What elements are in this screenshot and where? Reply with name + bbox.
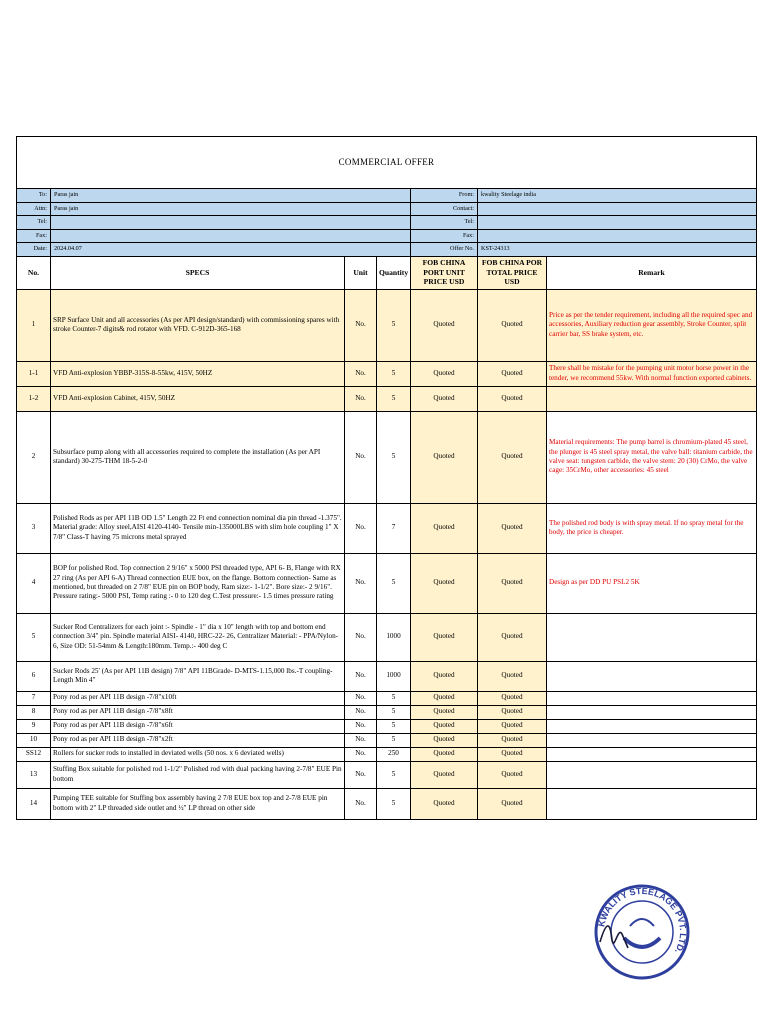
item-unit: No.	[345, 705, 377, 719]
item-remark: Design as per DD PU PSL2 5K	[547, 553, 757, 613]
col-header-no: No.	[17, 256, 51, 289]
item-no: 1	[17, 289, 51, 361]
item-quantity: 5	[377, 691, 411, 705]
item-quantity: 5	[377, 705, 411, 719]
item-unit-price: Quoted	[411, 289, 478, 361]
item-quantity: 250	[377, 747, 411, 761]
item-remark: The polished rod body is with spray metal. If no spray metal for the body, the price is cheaper.	[547, 503, 757, 553]
item-specs: SRP Surface Unit and all accessories (As per API design/standard) with commissioning spares with stroke Counter-7 digits& rod rotator with VFD. C-912D-365-168	[51, 289, 345, 361]
item-quantity: 5	[377, 788, 411, 819]
item-total-price: Quoted	[478, 553, 547, 613]
table-row	[17, 289, 757, 361]
col-header-fob-total-price: FOB CHINA POR TOTAL PRICE USD	[478, 256, 547, 289]
info-right-label: From:	[411, 189, 478, 203]
item-total-price: Quoted	[478, 661, 547, 691]
item-no: 9	[17, 719, 51, 733]
item-specs: Subsurface pump along with all accessories required to complete the installation (As per API standard) 30-275-THM 18-5-2-0	[51, 411, 345, 503]
table-header-row	[17, 256, 757, 289]
item-unit: No.	[345, 733, 377, 747]
item-quantity: 5	[377, 733, 411, 747]
item-remark	[547, 661, 757, 691]
item-unit-price: Quoted	[411, 705, 478, 719]
item-unit: No.	[345, 553, 377, 613]
info-right-value: kwality Steelage india	[478, 189, 757, 203]
table-row	[17, 705, 757, 719]
item-quantity: 5	[377, 719, 411, 733]
table-row	[17, 747, 757, 761]
item-total-price: Quoted	[478, 361, 547, 386]
item-remark	[547, 705, 757, 719]
item-unit-price: Quoted	[411, 719, 478, 733]
item-quantity: 7	[377, 503, 411, 553]
svg-text:KWALITY STEELAGE PVT. LTD.: KWALITY STEELAGE PVT. LTD.	[596, 885, 689, 956]
info-left-label: To:	[17, 189, 51, 203]
info-right-value	[478, 202, 757, 216]
item-specs: Rollers for sucker rods to installed in deviated wells (50 nos. x 6 deviated wells)	[51, 747, 345, 761]
item-total-price: Quoted	[478, 761, 547, 788]
item-quantity: 5	[377, 361, 411, 386]
item-quantity: 1000	[377, 661, 411, 691]
info-left-value	[51, 216, 411, 230]
info-left-label: Tel:	[17, 216, 51, 230]
item-unit-price: Quoted	[411, 503, 478, 553]
item-unit: No.	[345, 361, 377, 386]
item-remark	[547, 719, 757, 733]
info-left-value	[51, 229, 411, 243]
item-unit-price: Quoted	[411, 386, 478, 411]
item-unit: No.	[345, 661, 377, 691]
table-row	[17, 361, 757, 386]
item-unit-price: Quoted	[411, 747, 478, 761]
item-no: 1-2	[17, 386, 51, 411]
item-total-price: Quoted	[478, 289, 547, 361]
col-header-quantity: Quantity	[377, 256, 411, 289]
item-no: 13	[17, 761, 51, 788]
item-remark	[547, 733, 757, 747]
item-total-price: Quoted	[478, 411, 547, 503]
item-specs: Stuffing Box suitable for polished rod 1-1/2" Polished rod with dual packing having 2-7/8" EUE Pin bottom	[51, 761, 345, 788]
col-header-remark: Remark	[547, 256, 757, 289]
info-row	[17, 229, 757, 243]
info-right-label: Tel:	[411, 216, 478, 230]
item-total-price: Quoted	[478, 733, 547, 747]
item-no: 8	[17, 705, 51, 719]
item-remark	[547, 613, 757, 661]
item-remark	[547, 691, 757, 705]
info-right-label: Fax:	[411, 229, 478, 243]
item-unit: No.	[345, 386, 377, 411]
item-total-price: Quoted	[478, 705, 547, 719]
info-row	[17, 243, 757, 257]
info-row	[17, 202, 757, 216]
item-no: 1-1	[17, 361, 51, 386]
item-quantity: 5	[377, 761, 411, 788]
item-unit-price: Quoted	[411, 411, 478, 503]
item-unit: No.	[345, 788, 377, 819]
item-unit-price: Quoted	[411, 361, 478, 386]
table-row	[17, 788, 757, 819]
item-specs: Polished Rods as per API 11B OD 1.5" Length 22 Ft end connection nominal dia pin thread -1.375". Material grade: Alloy steel,AISI 4120-4140- Tensile min-135000LBS with slim hole coupling 1" X 7/8" Class-T having 75 microns metal sprayed	[51, 503, 345, 553]
item-quantity: 1000	[377, 613, 411, 661]
table-row	[17, 691, 757, 705]
item-total-price: Quoted	[478, 503, 547, 553]
col-header-fob-unit-price: FOB CHINA PORT UNIT PRICE USD	[411, 256, 478, 289]
item-unit: No.	[345, 761, 377, 788]
item-unit-price: Quoted	[411, 613, 478, 661]
item-unit: No.	[345, 747, 377, 761]
info-left-label: Attn:	[17, 202, 51, 216]
item-no: 4	[17, 553, 51, 613]
item-no: 10	[17, 733, 51, 747]
info-row	[17, 216, 757, 230]
item-no: 2	[17, 411, 51, 503]
item-total-price: Quoted	[478, 747, 547, 761]
col-header-unit: Unit	[345, 256, 377, 289]
table-row	[17, 386, 757, 411]
item-no: 3	[17, 503, 51, 553]
company-stamp-icon	[592, 882, 692, 982]
item-unit-price: Quoted	[411, 761, 478, 788]
page-title: COMMERCIAL OFFER	[17, 137, 757, 189]
item-specs: Pumping TEE suitable for Stuffing box assembly having 2 7/8 EUE box top and 2-7/8 EUE pin bottom with 2" LP threaded side outlet and ½" LP thread on other side	[51, 788, 345, 819]
item-unit: No.	[345, 289, 377, 361]
info-right-value: KST-24313	[478, 243, 757, 257]
item-remark: There shall be mistake for the pumping unit motor horse power in the tender, we recommend 55kw. With normal function exported cabinets.	[547, 361, 757, 386]
item-unit: No.	[345, 691, 377, 705]
item-quantity: 5	[377, 411, 411, 503]
info-left-value: Paras jain	[51, 202, 411, 216]
item-no: 14	[17, 788, 51, 819]
item-unit: No.	[345, 411, 377, 503]
item-unit-price: Quoted	[411, 553, 478, 613]
item-unit: No.	[345, 613, 377, 661]
item-unit-price: Quoted	[411, 733, 478, 747]
item-remark	[547, 386, 757, 411]
item-total-price: Quoted	[478, 719, 547, 733]
item-unit-price: Quoted	[411, 788, 478, 819]
item-no: SS12	[17, 747, 51, 761]
info-right-value	[478, 216, 757, 230]
item-unit: No.	[345, 503, 377, 553]
table-row	[17, 411, 757, 503]
table-row	[17, 719, 757, 733]
table-row	[17, 553, 757, 613]
item-total-price: Quoted	[478, 788, 547, 819]
item-unit-price: Quoted	[411, 661, 478, 691]
table-row	[17, 661, 757, 691]
item-unit: No.	[345, 719, 377, 733]
table-row	[17, 761, 757, 788]
item-specs: VFD Anti-explosion Cabinet, 415V, 50HZ	[51, 386, 345, 411]
item-specs: Sucker Rods 25' (As per API 11B design) 7/8" API 11BGrade- D-MTS-1.15,000 lbs.-T coupling-Length Min 4"	[51, 661, 345, 691]
item-specs: BOP for polished Rod. Top connection 2 9/16" x 5000 PSI threaded type, API 6- B, Flange with RX 27 ring (As per API 6-A) Thread connection EUE box, on the flange. Bottom connection- Same as mentioned, but threaded on 2 7/8" EUE pin on BOP body, Ram size:- 1-1/2". Bore size:- 2 9/16". Pressure rating:- 5000 PSI, Temp rating :- 0 to 120 deg C.Test pressure:- 1.5 times pressure rating	[51, 553, 345, 613]
info-row	[17, 189, 757, 203]
item-quantity: 5	[377, 553, 411, 613]
item-total-price: Quoted	[478, 691, 547, 705]
info-left-label: Fax:	[17, 229, 51, 243]
item-specs: Pony rod as per API 11B design -7/8"x10ft	[51, 691, 345, 705]
info-left-value: 2024.04.07	[51, 243, 411, 257]
item-no: 7	[17, 691, 51, 705]
item-remark: Price as per the tender requirement, including all the required spec and accessories, Auxiliary reduction gear assembly, Stroke Counter, split carrier bar, SS brake system, etc.	[547, 289, 757, 361]
item-total-price: Quoted	[478, 613, 547, 661]
table-row	[17, 613, 757, 661]
commercial-offer-sheet	[16, 136, 756, 820]
item-specs: Pony rod as per API 11B design -7/8"x8ft	[51, 705, 345, 719]
item-remark	[547, 761, 757, 788]
offer-table	[16, 136, 757, 820]
item-unit-price: Quoted	[411, 691, 478, 705]
item-no: 6	[17, 661, 51, 691]
item-remark	[547, 788, 757, 819]
item-quantity: 5	[377, 289, 411, 361]
table-row	[17, 733, 757, 747]
item-specs: Pony rod as per API 11B design -7/8"x2ft	[51, 733, 345, 747]
info-left-label: Date:	[17, 243, 51, 257]
table-row	[17, 503, 757, 553]
col-header-specs: SPECS	[51, 256, 345, 289]
info-right-label: Contact:	[411, 202, 478, 216]
item-specs: Pony rod as per API 11B design -7/8"x6ft	[51, 719, 345, 733]
item-quantity: 5	[377, 386, 411, 411]
info-left-value: Paras jain	[51, 189, 411, 203]
item-specs: VFD Anti-explosion YBBP-315S-8-55kw, 415V, 50HZ	[51, 361, 345, 386]
item-no: 5	[17, 613, 51, 661]
item-remark: Material requirements: The pump barrel is chromium-plated 45 steel, the plunger is 45 steel spray metal, the valve ball: titanium carbide, the valve seat: tungsten carbide, the valve stem: 20 (30) CrMo, the valve cage: 35CrMo, other accessories: 45 steel	[547, 411, 757, 503]
info-right-label: Offer No.	[411, 243, 478, 257]
item-remark	[547, 747, 757, 761]
item-specs: Sucker Rod Centralizers for each joint :- Spindle - 1" dia x 10" length with top and bottom end connection 3/4" pin. Spindle material AISI- 4140, HRC-22- 26, Centralizer Material: - PPA/Nylon-6, Size OD: 51-54mm & Length:180mm. Temp.:- 400 deg C	[51, 613, 345, 661]
info-right-value	[478, 229, 757, 243]
item-total-price: Quoted	[478, 386, 547, 411]
